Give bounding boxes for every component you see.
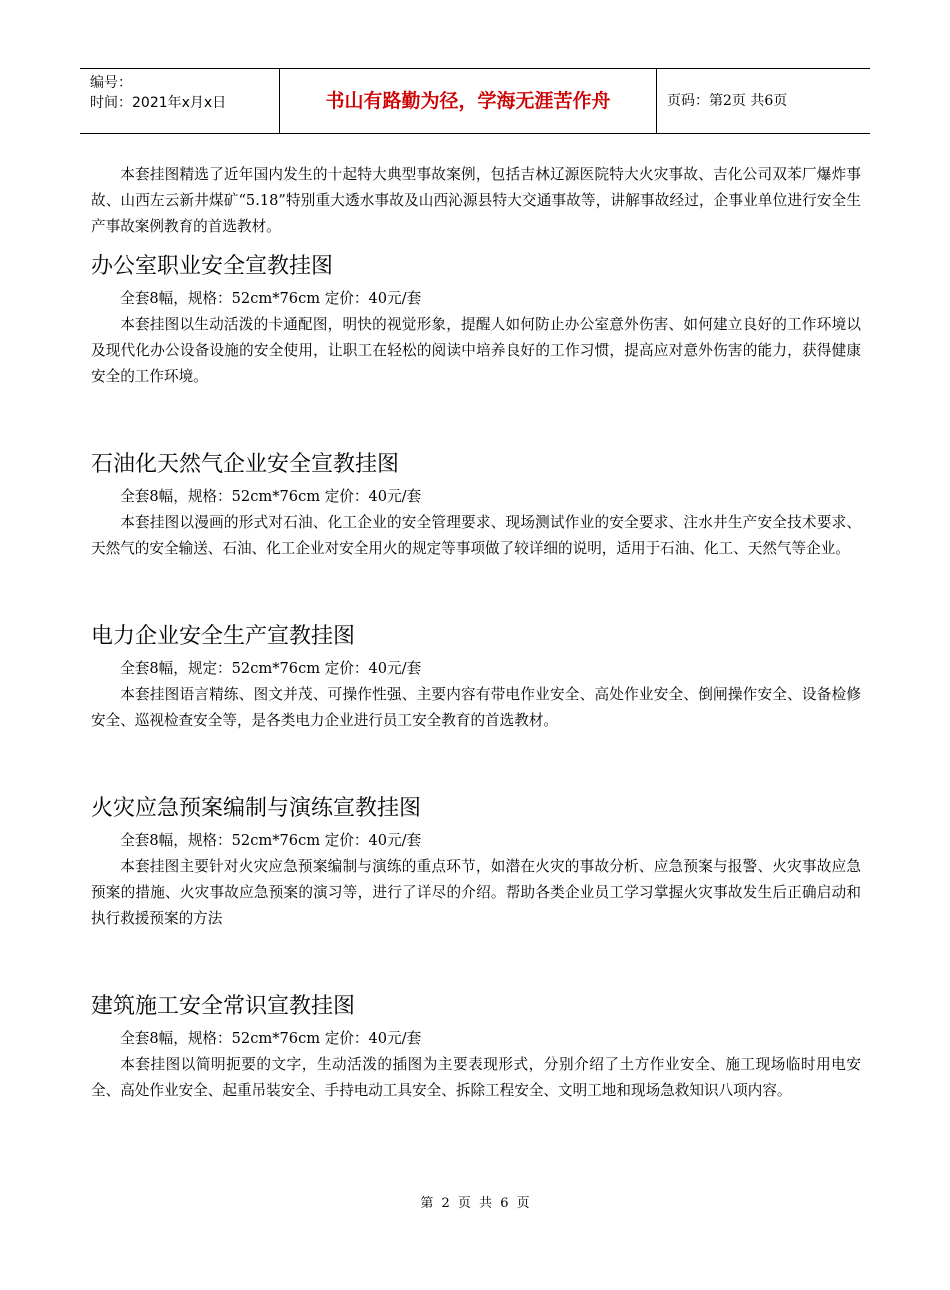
page-footer: 第 2 页 共 6 页 xyxy=(420,1196,530,1211)
section-title: 办公室职业安全宣教挂图 xyxy=(91,254,334,279)
section-fire-emergency xyxy=(91,792,861,932)
section-description: 本套挂图以生动活泼的卡通配图，明快的视觉形象，提醒人如何防止办公室意外伤害、如何建立良好的工作环境以及现代化办公设备设施的安全使用，让职工在轻松的阅读中培养良好的工作习惯，提高应对意外伤害的能力，获得健康安全的工作环境。 xyxy=(91,316,861,385)
section-title: 建筑施工安全常识宣教挂图 xyxy=(91,994,356,1019)
header-page-info: 页码：第2页 共6页 xyxy=(667,93,788,109)
header-meta xyxy=(80,69,280,133)
document-number-label: 编号： xyxy=(90,75,132,91)
section-power-safety xyxy=(91,620,861,734)
section-spec: 全套8幅，规定：52cm*76cm 定价：40元/套 xyxy=(120,660,422,677)
section-description: 本套挂图以简明扼要的文字，生动活泼的插图为主要表现形式，分别介绍了土方作业安全、施工现场临时用电安全、高处作业安全、起重吊装安全、手持电动工具安全、拆除工程安全、文明工地和现场急救知识八项内容。 xyxy=(91,1056,861,1099)
section-office-safety xyxy=(91,250,861,390)
intro-paragraph: 本套挂图精选了近年国内发生的十起特大典型事故案例，包括吉林辽源医院特大火灾事故、吉化公司双苯厂爆炸事故、山西左云新井煤矿“5.18”特别重大透水事故及山西沁源县特大交通事故等，讲解事故经过，企事业单位进行安全生产事故案例教育的首选教材。 xyxy=(91,166,861,235)
section-petrochemical-safety xyxy=(91,448,861,562)
section-spec: 全套8幅，规格：52cm*76cm 定价：40元/套 xyxy=(120,832,422,849)
section-spec: 全套8幅，规格：52cm*76cm 定价：40元/套 xyxy=(120,488,422,505)
section-description: 本套挂图主要针对火灾应急预案编制与演练的重点环节，如潜在火灾的事故分析、应急预案与报警、火灾事故应急预案的措施、火灾事故应急预案的演习等，进行了详尽的介绍。帮助各类企业员工学习掌握火灾事故发生后正确启动和执行救援预案的方法 xyxy=(91,858,861,927)
page-header xyxy=(80,68,870,134)
document-body xyxy=(91,162,861,1104)
section-description: 本套挂图以漫画的形式对石油、化工企业的安全管理要求、现场测试作业的安全要求、注水井生产安全技术要求、天然气的安全输送、石油、化工企业对安全用火的规定等事项做了较详细的说明，适用于石油、化工、天然气等企业。 xyxy=(91,514,861,557)
section-title: 电力企业安全生产宣教挂图 xyxy=(91,624,356,649)
section-spec: 全套8幅，规格：52cm*76cm 定价：40元/套 xyxy=(120,290,422,307)
section-title: 石油化天然气企业安全宣教挂图 xyxy=(91,452,400,477)
section-spec: 全套8幅，规格：52cm*76cm 定价：40元/套 xyxy=(120,1030,422,1047)
document-date-label: 时间：2021年x月x日 xyxy=(90,95,227,111)
section-construction-safety xyxy=(91,990,861,1104)
section-title: 火灾应急预案编制与演练宣教挂图 xyxy=(91,796,422,821)
section-description: 本套挂图语言精练、图文并茂、可操作性强、主要内容有带电作业安全、高处作业安全、倒闸操作安全、设备检修安全、巡视检查安全等，是各类电力企业进行员工安全教育的首选教材。 xyxy=(91,686,861,729)
header-motto: 书山有路勤为径，学海无涯苦作舟 xyxy=(280,69,657,133)
